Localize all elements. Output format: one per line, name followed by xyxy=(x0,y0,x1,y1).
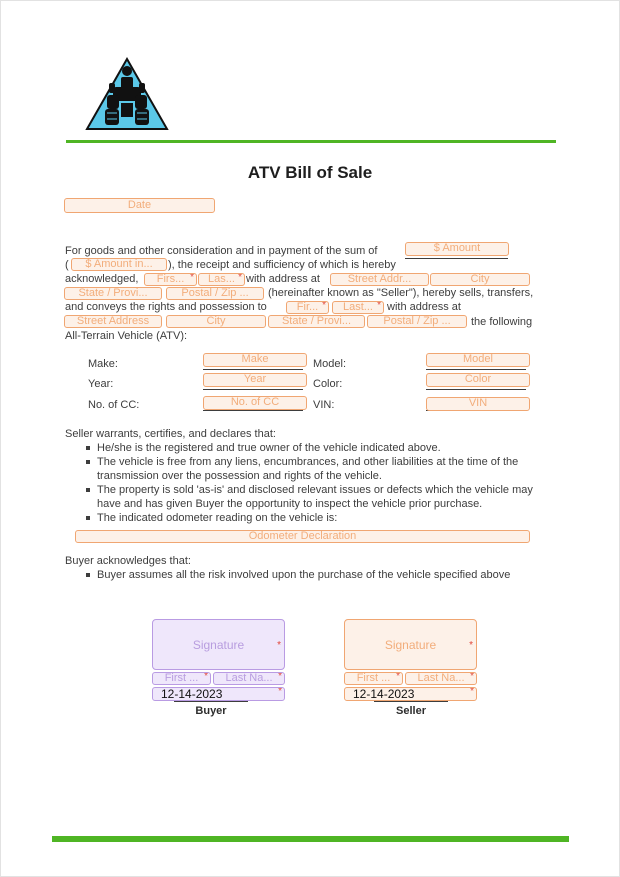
buyer-street-field[interactable]: Street Addr... xyxy=(330,273,429,286)
buyer-city-field[interactable]: City xyxy=(430,273,530,286)
seller-last-name-field[interactable]: Last... * xyxy=(332,301,384,314)
make-underline xyxy=(203,369,303,370)
model-field[interactable]: Model xyxy=(426,353,530,367)
intro-text-9: All-Terrain Vehicle (ATV): xyxy=(65,330,188,342)
intro-text-8: the following xyxy=(471,316,533,328)
seller-street-field[interactable]: Street Address xyxy=(64,315,162,328)
document-title: ATV Bill of Sale xyxy=(247,163,373,182)
list-item: The vehicle is free from any liens, encumbrances, and other liabilities at the time of the transmission over the possession and rights of the vehicle. xyxy=(84,455,554,483)
buyer-signature-line xyxy=(174,701,248,702)
intro-text-6: and conveys the rights and possession to xyxy=(65,301,267,313)
seller-postal-field[interactable]: Postal / Zip ... xyxy=(367,315,467,328)
buyer-postal-field[interactable]: Postal / Zip ... xyxy=(166,287,264,300)
buyer-sign-last-name[interactable]: Last Na... * xyxy=(213,672,285,685)
intro-text-5: (hereinafter known as "Seller"), hereby sells, transfers, xyxy=(268,287,534,299)
bottom-divider xyxy=(52,836,569,842)
cc-underline xyxy=(203,410,303,411)
list-item: He/she is the registered and true owner of the vehicle indicated above. xyxy=(84,441,554,455)
seller-sign-last-name[interactable]: Last Na... * xyxy=(405,672,477,685)
list-item: Buyer assumes all the risk involved upon the purchase of the vehicle specified above xyxy=(84,568,554,582)
seller-sign-date[interactable]: 12-14-2023 * xyxy=(344,687,477,701)
seller-caption: Seller xyxy=(396,705,426,717)
amount-in-words-field[interactable]: $ Amount in... xyxy=(71,258,167,271)
intro-text-7: with address at xyxy=(387,301,461,313)
seller-signature-field[interactable]: Signature * xyxy=(344,619,477,670)
top-divider xyxy=(66,140,556,143)
warranties-list xyxy=(84,441,554,525)
buyer-last-name-field[interactable]: Las... * xyxy=(198,273,245,286)
year-underline xyxy=(203,389,303,390)
seller-state-field[interactable]: State / Provi... xyxy=(268,315,365,328)
make-field[interactable]: Make xyxy=(203,353,307,367)
odometer-field[interactable]: Odometer Declaration xyxy=(75,530,530,543)
model-label: Model: xyxy=(313,358,347,370)
seller-sign-first-name[interactable]: First ... * xyxy=(344,672,403,685)
seller-city-field[interactable]: City xyxy=(166,315,266,328)
amount-underline xyxy=(405,258,508,259)
year-field[interactable]: Year xyxy=(203,373,307,387)
list-item: The property is sold 'as-is' and disclosed relevant issues or defects which the vehicle may have and has given Buyer the opportunity to inspect the vehicle prior purchase. xyxy=(84,483,554,511)
buyer-first-name-field[interactable]: Firs... * xyxy=(144,273,197,286)
buyer-state-field[interactable]: State / Provi... xyxy=(64,287,162,300)
intro-text-4: with address at xyxy=(246,273,320,285)
model-underline xyxy=(426,369,526,370)
cc-field[interactable]: No. of CC xyxy=(203,396,307,410)
buyer-signature-field[interactable]: Signature * xyxy=(152,619,285,670)
buyer-caption: Buyer xyxy=(195,705,227,717)
vin-field[interactable]: VIN xyxy=(426,397,530,411)
vin-label: VIN: xyxy=(313,399,335,411)
color-field[interactable]: Color xyxy=(426,373,530,387)
seller-first-name-field[interactable]: Fir... * xyxy=(286,301,329,314)
buyer-sign-first-name[interactable]: First ... * xyxy=(152,672,211,685)
color-underline xyxy=(426,389,526,390)
intro-text-2: ), the receipt and sufficiency of which is hereby xyxy=(168,259,396,271)
buyer-sign-date[interactable]: 12-14-2023 * xyxy=(152,687,285,701)
color-label: Color: xyxy=(313,378,343,390)
year-label: Year: xyxy=(88,378,114,390)
seller-signature-line xyxy=(374,701,448,702)
list-item: The indicated odometer reading on the vehicle is: xyxy=(84,511,554,525)
amount-field[interactable]: $ Amount xyxy=(405,242,509,256)
warranties-heading: Seller warrants, certifies, and declares that: xyxy=(65,428,276,440)
cc-label: No. of CC: xyxy=(88,399,140,411)
open-paren: ( xyxy=(65,259,69,271)
make-label: Make: xyxy=(88,358,118,370)
intro-text-3: acknowledged, xyxy=(65,273,139,285)
atv-logo-icon xyxy=(85,57,169,131)
acknowledgement-heading: Buyer acknowledges that: xyxy=(65,555,191,567)
acknowledgement-list xyxy=(84,568,554,582)
date-field[interactable]: Date xyxy=(64,198,215,213)
intro-text-1: For goods and other consideration and in payment of the sum of xyxy=(65,245,378,257)
